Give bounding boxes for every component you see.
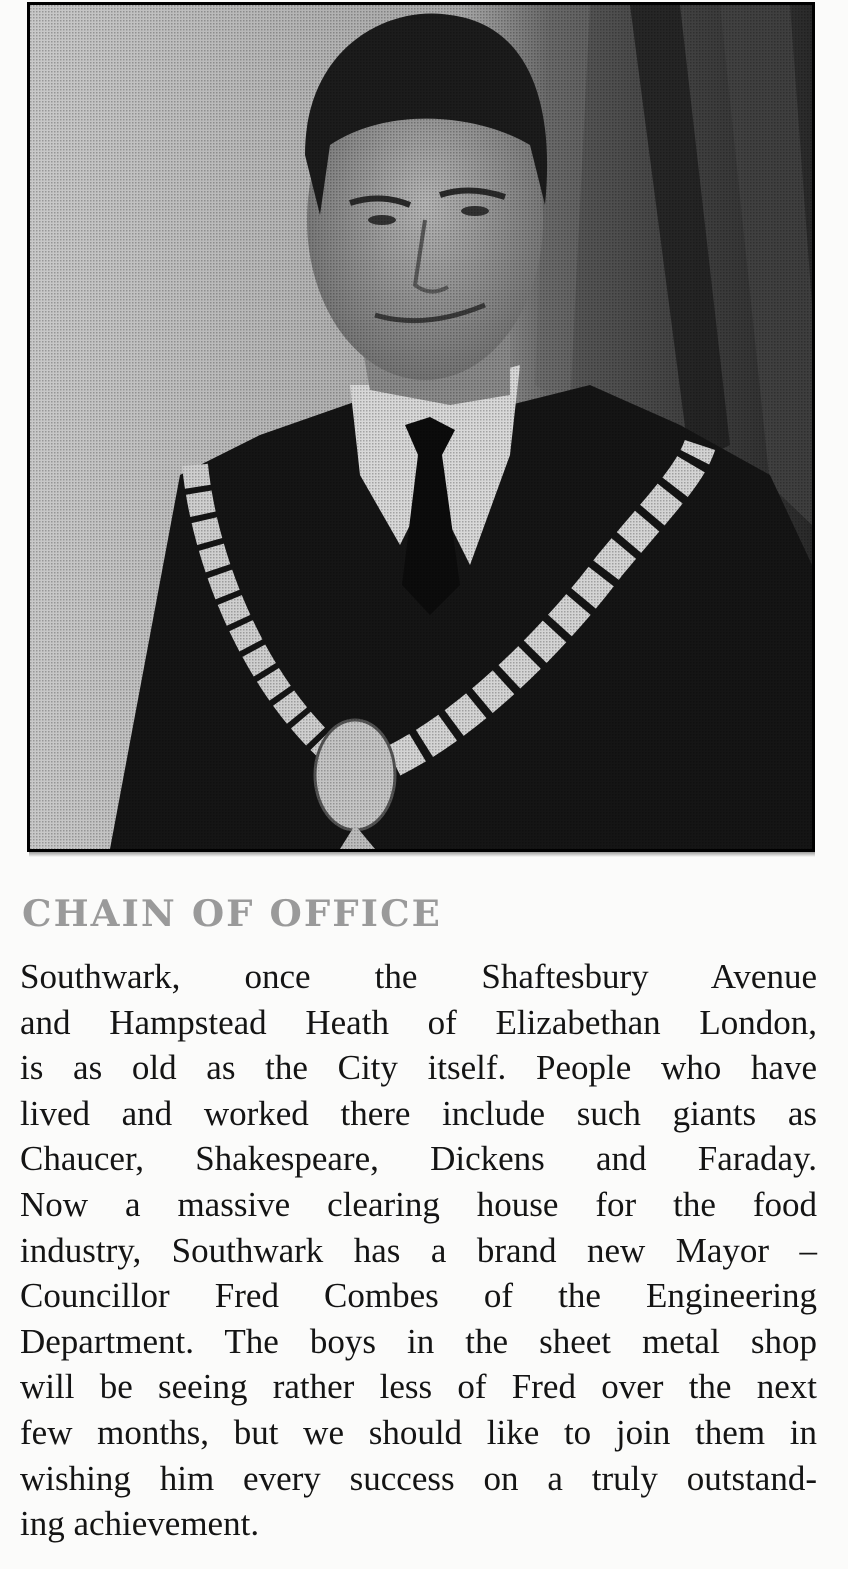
body-line: few months, but we should like to join them in <box>20 1412 817 1452</box>
body-line: Chaucer, Shakespeare, Dickens and Faraday. <box>20 1139 817 1179</box>
body-line: will be seeing rather less of Fred over the next <box>20 1367 817 1407</box>
portrait-photo <box>27 2 815 852</box>
photo-shadow <box>29 852 815 857</box>
body-line: industry, Southwark has a brand new Mayor – <box>20 1230 817 1270</box>
article-body <box>20 954 817 1547</box>
body-line: ing achievement. <box>20 1504 260 1544</box>
body-line: Southwark, once the Shaftesbury Avenue <box>20 957 817 996</box>
body-line: Now a massive clearing house for the food <box>20 1184 817 1224</box>
body-line: is as old as the City itself. People who have <box>20 1048 817 1088</box>
body-line: and Hampstead Heath of Elizabethan London, <box>20 1002 817 1042</box>
portrait-illustration <box>30 5 812 849</box>
body-line: lived and worked there include such giants as <box>20 1093 817 1133</box>
body-line: wishing him every success on a truly outstand- <box>20 1458 817 1498</box>
body-line: Councillor Fred Combes of the Engineering <box>20 1276 817 1316</box>
article-heading: CHAIN OF OFFICE <box>22 893 442 935</box>
body-line: Department. The boys in the sheet metal shop <box>20 1321 817 1361</box>
